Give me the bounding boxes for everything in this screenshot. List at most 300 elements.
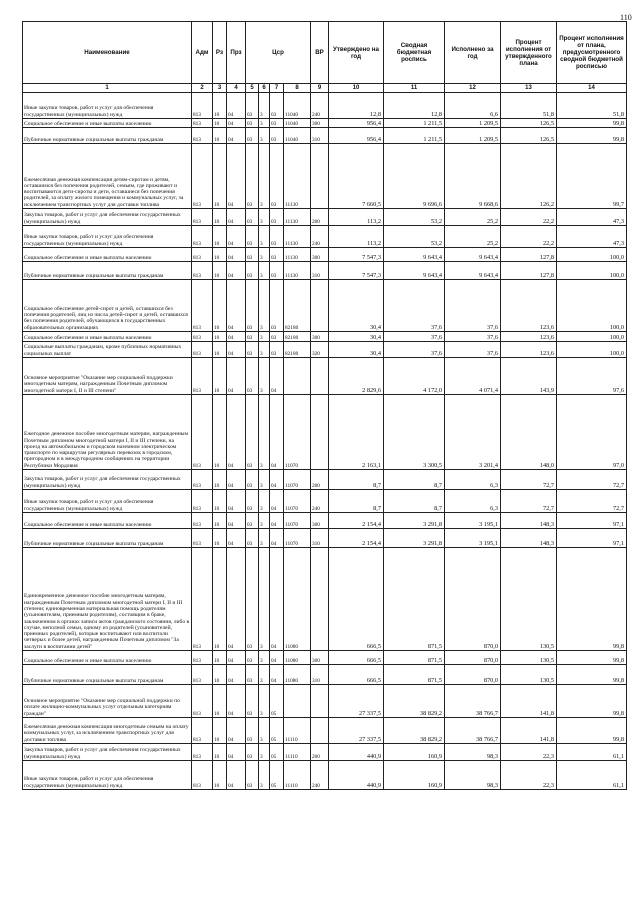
prz-cell: 04	[227, 651, 246, 665]
adm-cell: 813	[192, 262, 213, 280]
approved-cell: 30,4	[329, 332, 384, 342]
pct-list-cell: 72,7	[557, 490, 627, 513]
adm-cell: 813	[192, 529, 213, 548]
summary-cell: 9 643,4	[384, 248, 445, 262]
table-row	[23, 93, 627, 119]
rz-cell: 10	[213, 548, 227, 651]
csr-direction-cell: 11040	[284, 93, 311, 119]
pct-list-cell: 100,0	[557, 248, 627, 262]
adm-cell: 813	[192, 470, 213, 490]
csr-event-cell: 05	[270, 718, 284, 744]
prz-cell: 04	[227, 93, 246, 119]
rz-cell: 10	[213, 342, 227, 358]
csr-program-cell: 03	[246, 718, 259, 744]
csr-direction-cell: 11130	[284, 262, 311, 280]
table-row	[23, 395, 627, 470]
prz-cell: 04	[227, 470, 246, 490]
csr-subprogram-cell: 3	[259, 470, 270, 490]
adm-cell: 813	[192, 651, 213, 665]
row-name-cell: Закупка товаров, работ и услуг для обеспечения государственных (муниципальных) нужд	[23, 744, 192, 761]
row-name-cell: Ежемесячная денежная компенсация детям-сиротам и детям, оставшимся без попечения родителей, семьям, где проживают и воспитываются дети-сироты и дети, оставшиеся без попечения родителей, за оплату жилого помещения и коммунальных услуг, за исключением транспортных услуг для доставки топлива	[23, 144, 192, 209]
pct-plan-cell: 22,2	[501, 226, 557, 248]
approved-cell: 2 154,4	[329, 513, 384, 529]
column-number: 14	[557, 84, 627, 93]
csr-subprogram-cell: 3	[259, 342, 270, 358]
csr-subprogram-cell: 3	[259, 718, 270, 744]
executed-cell: 6,3	[445, 470, 501, 490]
table-row	[23, 490, 627, 513]
pct-plan-cell: 141,8	[501, 685, 557, 718]
prz-cell: 04	[227, 395, 246, 470]
csr-program-cell: 03	[246, 685, 259, 718]
csr-program-cell: 03	[246, 358, 259, 395]
adm-cell: 813	[192, 332, 213, 342]
approved-cell: 666,5	[329, 665, 384, 685]
pct-list-cell: 61,1	[557, 761, 627, 790]
pct-plan-cell: 123,6	[501, 342, 557, 358]
rz-cell: 10	[213, 718, 227, 744]
pct-plan-cell: 126,5	[501, 119, 557, 128]
adm-cell: 813	[192, 490, 213, 513]
table-body	[23, 93, 627, 790]
approved-cell: 27 337,5	[329, 718, 384, 744]
table-row	[23, 665, 627, 685]
rz-cell: 10	[213, 262, 227, 280]
csr-direction-cell: 11110	[284, 744, 311, 761]
summary-cell: 871,5	[384, 651, 445, 665]
rz-cell: 10	[213, 651, 227, 665]
column-number: 4	[227, 84, 246, 93]
approved-cell: 440,9	[329, 744, 384, 761]
adm-cell: 813	[192, 665, 213, 685]
col-vr-header: ВР	[311, 22, 329, 84]
pct-plan-cell: 130,5	[501, 548, 557, 651]
column-number: 12	[445, 84, 501, 93]
csr-event-cell: 04	[270, 490, 284, 513]
pct-list-cell: 99,8	[557, 718, 627, 744]
prz-cell: 04	[227, 128, 246, 144]
pct-list-cell: 100,0	[557, 280, 627, 332]
pct-list-cell: 47,3	[557, 209, 627, 226]
adm-cell: 813	[192, 548, 213, 651]
col-name-header: Наименование	[23, 22, 192, 84]
adm-cell: 813	[192, 395, 213, 470]
row-name-cell: Социальное обеспечение и иные выплаты населению	[23, 119, 192, 128]
row-name-cell: Иные закупки товаров, работ и услуг для обеспечения государственных (муниципальных) нужд	[23, 490, 192, 513]
summary-cell: 8,7	[384, 470, 445, 490]
summary-cell: 53,2	[384, 209, 445, 226]
row-name-cell: Социальные выплаты гражданам, кроме публичных нормативных социальных выплат	[23, 342, 192, 358]
csr-program-cell: 03	[246, 529, 259, 548]
pct-plan-cell: 148,3	[501, 529, 557, 548]
rz-cell: 10	[213, 93, 227, 119]
csr-subprogram-cell: 3	[259, 685, 270, 718]
csr-event-cell: 03	[270, 332, 284, 342]
col-prz-header: Прз	[227, 22, 246, 84]
approved-cell: 30,4	[329, 342, 384, 358]
csr-event-cell: 05	[270, 761, 284, 790]
csr-event-cell: 04	[270, 651, 284, 665]
prz-cell: 04	[227, 119, 246, 128]
executed-cell: 3 195,1	[445, 513, 501, 529]
row-name-cell: Публичные нормативные социальные выплаты гражданам	[23, 665, 192, 685]
row-name-cell: Социальное обеспечение и иные выплаты населению	[23, 332, 192, 342]
executed-cell: 3 201,4	[445, 395, 501, 470]
rz-cell: 10	[213, 209, 227, 226]
executed-cell: 25,2	[445, 209, 501, 226]
table-row	[23, 128, 627, 144]
adm-cell: 813	[192, 93, 213, 119]
pct-plan-cell: 126,2	[501, 144, 557, 209]
column-number: 5	[246, 84, 259, 93]
prz-cell: 04	[227, 342, 246, 358]
vr-cell	[311, 685, 329, 718]
vr-cell	[311, 718, 329, 744]
table-row	[23, 226, 627, 248]
row-name-cell: Основное мероприятие "Оказание мер социальной поддержки по оплате жилищно-коммунальных услуг отдельным категориям граждан"	[23, 685, 192, 718]
summary-cell: 160,9	[384, 744, 445, 761]
row-name-cell: Ежемесячная денежная компенсация многодетным семьям на оплату коммунальных услуг, за исключением транспортных услуг для доставки топлива	[23, 718, 192, 744]
adm-cell: 813	[192, 358, 213, 395]
table-row	[23, 761, 627, 790]
csr-event-cell: 04	[270, 513, 284, 529]
vr-cell	[311, 548, 329, 651]
table-row	[23, 685, 627, 718]
rz-cell: 10	[213, 395, 227, 470]
pct-list-cell: 99,8	[557, 119, 627, 128]
pct-list-cell: 72,7	[557, 470, 627, 490]
csr-direction-cell: 11130	[284, 144, 311, 209]
row-name-cell: Иные закупки товаров, работ и услуг для обеспечения государственных (муниципальных) нужд	[23, 93, 192, 119]
pct-plan-cell: 127,8	[501, 262, 557, 280]
prz-cell: 04	[227, 718, 246, 744]
summary-cell: 871,5	[384, 548, 445, 651]
csr-event-cell: 05	[270, 744, 284, 761]
table-row	[23, 513, 627, 529]
approved-cell: 666,5	[329, 651, 384, 665]
csr-event-cell: 04	[270, 395, 284, 470]
approved-cell: 7 547,3	[329, 248, 384, 262]
csr-direction-cell: 82180	[284, 332, 311, 342]
column-number: 7	[270, 84, 284, 93]
csr-subprogram-cell: 3	[259, 395, 270, 470]
executed-cell: 870,0	[445, 665, 501, 685]
summary-cell: 53,2	[384, 226, 445, 248]
csr-event-cell: 03	[270, 262, 284, 280]
rz-cell: 10	[213, 119, 227, 128]
pct-plan-cell: 130,5	[501, 651, 557, 665]
csr-direction-cell: 11130	[284, 209, 311, 226]
row-name-cell: Основное мероприятие "Оказание мер социальной поддержки многодетным матерям, награжденным Почетным дипломом многодетной матери I, II и III степени"	[23, 358, 192, 395]
row-name-cell: Закупка товаров, работ и услуг для обеспечения государственных (муниципальных) нужд	[23, 470, 192, 490]
rz-cell: 10	[213, 665, 227, 685]
rz-cell: 10	[213, 128, 227, 144]
summary-cell: 8,7	[384, 490, 445, 513]
csr-subprogram-cell: 3	[259, 665, 270, 685]
row-name-cell: Единовременное денежное пособие многодетным матерям, награжденным Почетным дипломом многодетной матери I, II и III степени; единовременная материальная помощь родителям (усыновителям, приемным родителям), состоящим в браке, заключенном в органах записи актов гражданского состояния, либо в случае, неполной семьи, одному из родителей (усыновителей, приемных родителей), которые воспитывают или воспитали четверых и более детей, награжденным Почетным дипломом "За заслуги в воспитании детей"	[23, 548, 192, 651]
adm-cell: 813	[192, 226, 213, 248]
pct-plan-cell: 51,8	[501, 93, 557, 119]
csr-direction-cell: 11110	[284, 761, 311, 790]
approved-cell: 8,7	[329, 490, 384, 513]
rz-cell: 10	[213, 248, 227, 262]
table-row	[23, 209, 627, 226]
row-name-cell: Закупка товаров, работ и услуг для обеспечения государственных (муниципальных) нужд	[23, 209, 192, 226]
prz-cell: 04	[227, 358, 246, 395]
vr-cell	[311, 358, 329, 395]
pct-plan-cell: 143,9	[501, 358, 557, 395]
csr-program-cell: 03	[246, 470, 259, 490]
csr-event-cell: 05	[270, 685, 284, 718]
prz-cell: 04	[227, 513, 246, 529]
column-number: 9	[311, 84, 329, 93]
prz-cell: 04	[227, 529, 246, 548]
approved-cell: 27 337,5	[329, 685, 384, 718]
adm-cell: 813	[192, 280, 213, 332]
csr-program-cell: 03	[246, 651, 259, 665]
csr-program-cell: 03	[246, 248, 259, 262]
csr-subprogram-cell: 3	[259, 209, 270, 226]
rz-cell: 10	[213, 744, 227, 761]
approved-cell: 440,9	[329, 761, 384, 790]
csr-program-cell: 03	[246, 395, 259, 470]
executed-cell: 4 071,4	[445, 358, 501, 395]
col-pct-list-header: Процент исполнения от плана, предусмотренного сводной бюджетной росписью	[557, 22, 627, 84]
row-name-cell: Социальное обеспечение и иные выплаты населению	[23, 513, 192, 529]
column-number: 3	[213, 84, 227, 93]
vr-cell: 200	[311, 470, 329, 490]
row-name-cell: Публичные нормативные социальные выплаты гражданам	[23, 262, 192, 280]
approved-cell: 2 829,6	[329, 358, 384, 395]
csr-subprogram-cell: 3	[259, 761, 270, 790]
csr-subprogram-cell: 3	[259, 128, 270, 144]
executed-cell: 38 766,7	[445, 718, 501, 744]
executed-cell: 98,3	[445, 744, 501, 761]
executed-cell: 37,6	[445, 342, 501, 358]
rz-cell: 10	[213, 280, 227, 332]
prz-cell: 04	[227, 209, 246, 226]
vr-cell: 310	[311, 665, 329, 685]
pct-plan-cell: 130,5	[501, 665, 557, 685]
table-row	[23, 718, 627, 744]
approved-cell: 113,2	[329, 209, 384, 226]
row-name-cell: Социальное обеспечение и иные выплаты населению	[23, 248, 192, 262]
adm-cell: 813	[192, 685, 213, 718]
column-number: 13	[501, 84, 557, 93]
prz-cell: 04	[227, 248, 246, 262]
csr-event-cell: 03	[270, 248, 284, 262]
summary-cell: 3 300,5	[384, 395, 445, 470]
csr-direction-cell: 82180	[284, 280, 311, 332]
rz-cell: 10	[213, 761, 227, 790]
csr-program-cell: 03	[246, 761, 259, 790]
csr-direction-cell: 82180	[284, 342, 311, 358]
approved-cell: 2 154,4	[329, 529, 384, 548]
adm-cell: 813	[192, 761, 213, 790]
column-number: 10	[329, 84, 384, 93]
csr-subprogram-cell: 3	[259, 144, 270, 209]
vr-cell: 300	[311, 513, 329, 529]
table-row	[23, 248, 627, 262]
adm-cell: 813	[192, 744, 213, 761]
executed-cell: 1 209,5	[445, 119, 501, 128]
executed-cell: 870,0	[445, 651, 501, 665]
adm-cell: 813	[192, 128, 213, 144]
pct-plan-cell: 22,3	[501, 761, 557, 790]
table-row	[23, 651, 627, 665]
summary-cell: 871,5	[384, 665, 445, 685]
pct-list-cell: 100,0	[557, 262, 627, 280]
col-summary-header: Сводная бюджетная роспись	[384, 22, 445, 84]
rz-cell: 10	[213, 332, 227, 342]
csr-event-cell: 04	[270, 548, 284, 651]
csr-subprogram-cell: 3	[259, 513, 270, 529]
rz-cell: 10	[213, 144, 227, 209]
vr-cell	[311, 144, 329, 209]
csr-direction-cell: 11130	[284, 226, 311, 248]
csr-event-cell: 03	[270, 209, 284, 226]
table-row	[23, 262, 627, 280]
vr-cell: 240	[311, 93, 329, 119]
summary-cell: 37,6	[384, 342, 445, 358]
pct-list-cell: 100,0	[557, 332, 627, 342]
rz-cell: 10	[213, 685, 227, 718]
approved-cell: 666,5	[329, 548, 384, 651]
csr-subprogram-cell: 3	[259, 529, 270, 548]
rz-cell: 10	[213, 490, 227, 513]
executed-cell: 9 668,6	[445, 144, 501, 209]
csr-event-cell: 03	[270, 93, 284, 119]
row-name-cell: Ежегодное денежное пособие многодетным матерям, награжденным Почетным дипломом многодетной матери I, II и III степени, на проезд на автомобильном и городском наземном электрическом транспорте по маршрутам регулярных перевозок в городском, пригородном и в междугородном сообщениях на территории Республики Мордовия	[23, 395, 192, 470]
col-rz-header: Рз	[213, 22, 227, 84]
approved-cell: 2 163,1	[329, 395, 384, 470]
table-row	[23, 529, 627, 548]
csr-direction-cell: 11070	[284, 395, 311, 470]
csr-program-cell: 03	[246, 262, 259, 280]
csr-direction-cell: 11110	[284, 718, 311, 744]
prz-cell: 04	[227, 744, 246, 761]
executed-cell: 38 766,7	[445, 685, 501, 718]
pct-list-cell: 61,1	[557, 744, 627, 761]
pct-plan-cell: 123,6	[501, 280, 557, 332]
pct-plan-cell: 148,3	[501, 513, 557, 529]
pct-list-cell: 99,8	[557, 128, 627, 144]
adm-cell: 813	[192, 342, 213, 358]
summary-cell: 3 291,8	[384, 513, 445, 529]
summary-cell: 3 291,8	[384, 529, 445, 548]
executed-cell: 25,2	[445, 226, 501, 248]
vr-cell: 300	[311, 248, 329, 262]
summary-cell: 38 829,2	[384, 718, 445, 744]
prz-cell: 04	[227, 144, 246, 209]
csr-direction-cell: 11080	[284, 665, 311, 685]
pct-list-cell: 97,1	[557, 513, 627, 529]
csr-event-cell: 04	[270, 470, 284, 490]
adm-cell: 813	[192, 248, 213, 262]
rz-cell: 10	[213, 226, 227, 248]
csr-program-cell: 03	[246, 280, 259, 332]
csr-event-cell: 03	[270, 144, 284, 209]
row-name-cell: Социальное обеспечение детей-сирот и детей, оставшихся без попечения родителей, лиц из числа детей-сирот и детей, оставшихся без попечения родителей, обучающихся в государственных образовательных организациях	[23, 280, 192, 332]
csr-event-cell: 03	[270, 342, 284, 358]
csr-program-cell: 03	[246, 144, 259, 209]
executed-cell: 3 195,1	[445, 529, 501, 548]
table-row	[23, 119, 627, 128]
pct-list-cell: 99,7	[557, 144, 627, 209]
vr-cell: 200	[311, 744, 329, 761]
csr-program-cell: 03	[246, 490, 259, 513]
approved-cell: 12,8	[329, 93, 384, 119]
csr-program-cell: 03	[246, 342, 259, 358]
rz-cell: 10	[213, 470, 227, 490]
prz-cell: 04	[227, 262, 246, 280]
csr-program-cell: 03	[246, 513, 259, 529]
csr-direction-cell: 11070	[284, 470, 311, 490]
prz-cell: 04	[227, 332, 246, 342]
pct-plan-cell: 22,3	[501, 744, 557, 761]
csr-subprogram-cell: 3	[259, 119, 270, 128]
summary-cell: 4 172,0	[384, 358, 445, 395]
pct-list-cell: 51,8	[557, 93, 627, 119]
table-row	[23, 332, 627, 342]
csr-direction-cell: 11070	[284, 490, 311, 513]
summary-cell: 160,9	[384, 761, 445, 790]
adm-cell: 813	[192, 144, 213, 209]
vr-cell: 240	[311, 226, 329, 248]
col-pct-plan-header: Процент исполнения от утвержденного плана	[501, 22, 557, 84]
vr-cell	[311, 280, 329, 332]
header-row	[23, 22, 627, 84]
pct-plan-cell: 126,5	[501, 128, 557, 144]
row-name-cell: Публичные нормативные социальные выплаты гражданам	[23, 128, 192, 144]
summary-cell: 9 643,4	[384, 262, 445, 280]
vr-cell: 320	[311, 342, 329, 358]
prz-cell: 04	[227, 761, 246, 790]
pct-plan-cell: 72,7	[501, 490, 557, 513]
summary-cell: 37,6	[384, 280, 445, 332]
vr-cell: 240	[311, 490, 329, 513]
adm-cell: 813	[192, 513, 213, 529]
csr-direction-cell	[284, 685, 311, 718]
pct-plan-cell: 127,8	[501, 248, 557, 262]
executed-cell: 98,3	[445, 761, 501, 790]
csr-direction-cell: 11080	[284, 651, 311, 665]
vr-cell: 300	[311, 119, 329, 128]
csr-subprogram-cell: 3	[259, 651, 270, 665]
executed-cell: 870,0	[445, 548, 501, 651]
pct-list-cell: 47,3	[557, 226, 627, 248]
adm-cell: 813	[192, 209, 213, 226]
page-number: 110	[620, 13, 632, 22]
csr-program-cell: 03	[246, 128, 259, 144]
csr-direction-cell: 11040	[284, 128, 311, 144]
prz-cell: 04	[227, 685, 246, 718]
pct-list-cell: 97,0	[557, 395, 627, 470]
vr-cell: 310	[311, 529, 329, 548]
approved-cell: 956,4	[329, 128, 384, 144]
pct-plan-cell: 148,0	[501, 395, 557, 470]
prz-cell: 04	[227, 280, 246, 332]
executed-cell: 1 209,5	[445, 128, 501, 144]
csr-direction-cell: 11130	[284, 248, 311, 262]
pct-list-cell: 99,8	[557, 685, 627, 718]
rz-cell: 10	[213, 358, 227, 395]
csr-event-cell: 04	[270, 358, 284, 395]
pct-plan-cell: 141,8	[501, 718, 557, 744]
vr-cell: 310	[311, 262, 329, 280]
adm-cell: 813	[192, 119, 213, 128]
csr-program-cell: 03	[246, 332, 259, 342]
